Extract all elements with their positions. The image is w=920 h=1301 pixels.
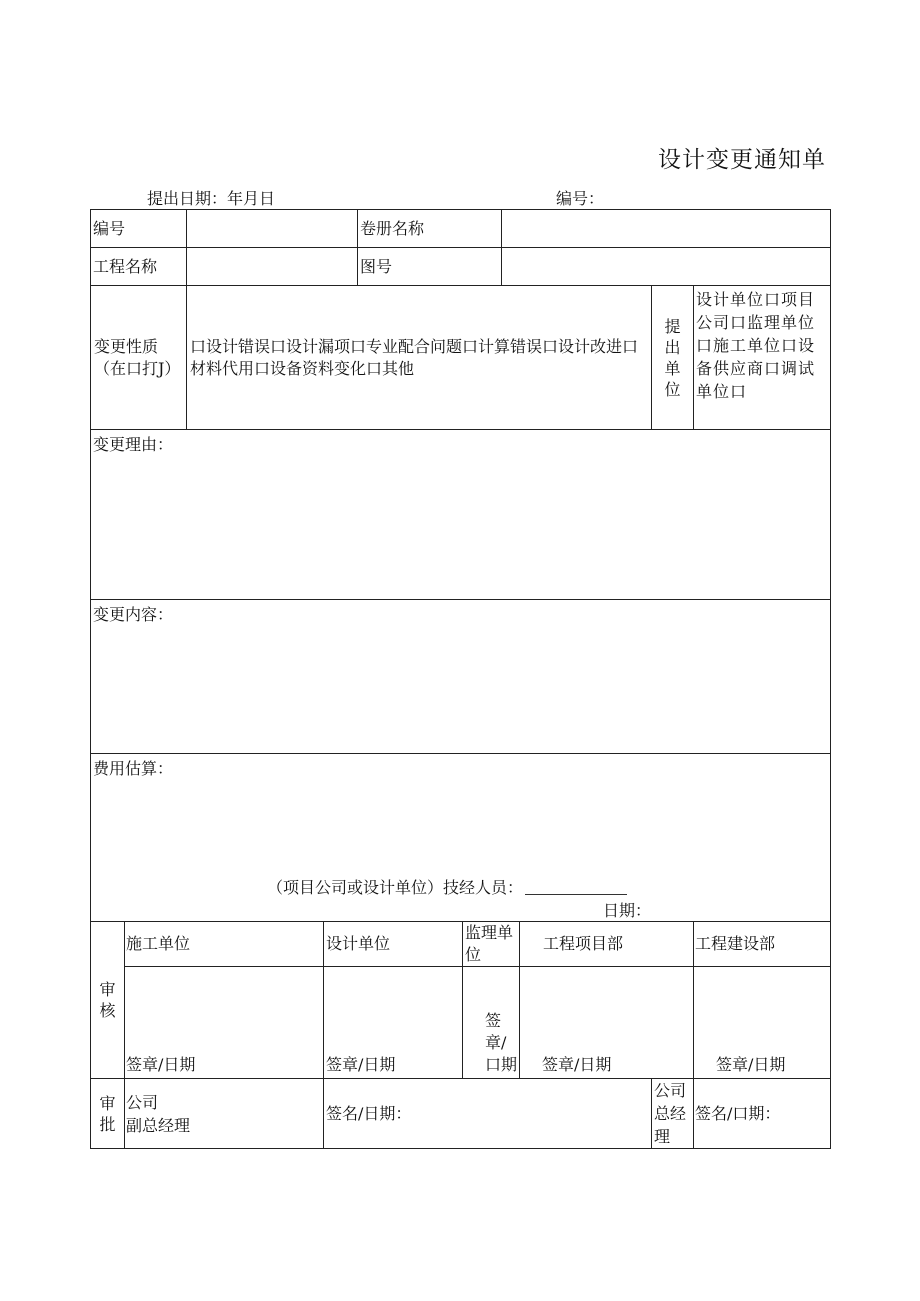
tech-staff-label: （项目公司或设计单位）技经人员： <box>267 878 524 897</box>
drawing-number-label: 图号 <box>358 248 502 286</box>
review-col-construction: 施工单位 <box>125 922 324 967</box>
change-reason-label[interactable]: 变更理由： <box>91 430 831 600</box>
row-reason <box>91 430 831 600</box>
row-project <box>91 248 831 286</box>
row-review-signatures <box>91 967 831 1079</box>
row-change-nature <box>91 286 831 430</box>
tech-staff-line <box>267 877 627 899</box>
form-number-label: 编号： <box>556 189 605 208</box>
approval-vice-gm <box>125 1079 324 1149</box>
approval-gm-title: 总经理 <box>654 1104 687 1146</box>
review-col-project-dept: 工程项目部 <box>520 922 694 967</box>
review-col-construction-dept: 工程建设部 <box>694 922 831 967</box>
row-number <box>91 210 831 248</box>
tech-staff-signature-line[interactable] <box>525 894 627 895</box>
approval-vice-gm-title: 副总经理 <box>126 1115 191 1135</box>
volume-name-value[interactable] <box>502 210 831 248</box>
cost-estimate-cell[interactable] <box>91 754 831 922</box>
review-label: 审核 <box>91 922 125 1079</box>
drawing-number-value[interactable] <box>502 248 831 286</box>
change-notice-form <box>90 209 831 1149</box>
page-title: 设计变更通知单 <box>658 147 826 173</box>
number-label: 编号 <box>91 210 187 248</box>
review-sign-construction[interactable]: 签章/日期 <box>125 967 324 1079</box>
submit-date-label: 提出日期：年月日 <box>147 189 276 208</box>
volume-name-label: 卷册名称 <box>358 210 502 248</box>
cost-estimate-label: 费用估算： <box>93 759 174 778</box>
change-nature-options[interactable]: 口设计错误口设计漏项口专业配合问题口计算错误口设计改进口材料代用口设备资料变化口其他 <box>187 286 652 430</box>
approval-gm-company: 公司 <box>654 1081 687 1100</box>
approval-gm <box>652 1079 694 1149</box>
row-content <box>91 600 831 754</box>
review-col-design: 设计单位 <box>324 922 463 967</box>
review-sign-construction-dept[interactable]: 签章/日期 <box>694 967 831 1079</box>
review-sign-project-dept[interactable]: 签章/日期 <box>520 967 694 1079</box>
project-name-label: 工程名称 <box>91 248 187 286</box>
number-value[interactable] <box>187 210 358 248</box>
approval-vice-gm-sign[interactable]: 签名/日期： <box>324 1079 652 1149</box>
review-col-supervision: 监理单位 <box>463 922 520 967</box>
proposer-options[interactable]: 设计单位口项目公司口监理单位口施工单位口设备供应商口调试单位口 <box>694 286 831 430</box>
row-review-headers <box>91 922 831 967</box>
approval-label: 审批 <box>91 1079 125 1149</box>
approval-vice-gm-company: 公司 <box>126 1092 159 1112</box>
proposer-label: 提出单位 <box>652 286 694 430</box>
row-cost <box>91 754 831 922</box>
change-content-label[interactable]: 变更内容： <box>91 600 831 754</box>
review-sign-supervision[interactable]: 签章/口期 <box>463 967 520 1079</box>
change-nature-label: 变更性质（在口打J） <box>91 286 187 430</box>
approval-gm-sign[interactable]: 签名/口期： <box>694 1079 831 1149</box>
review-sign-design[interactable]: 签章/日期 <box>324 967 463 1079</box>
project-name-value[interactable] <box>187 248 358 286</box>
row-approval <box>91 1079 831 1149</box>
cost-date-label: 日期： <box>603 901 652 920</box>
